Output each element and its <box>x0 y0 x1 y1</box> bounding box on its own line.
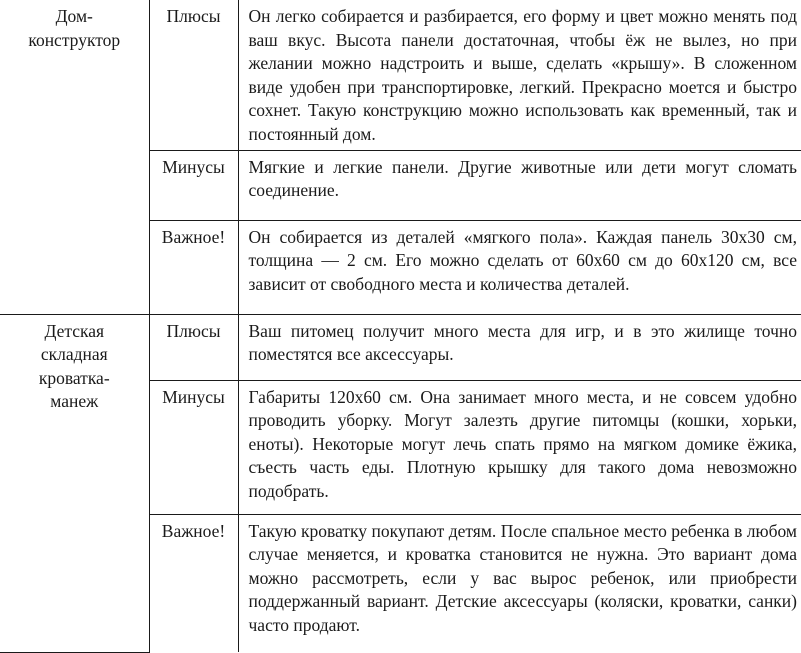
description-cell: Мягкие и легкие панели. Другие животные или дети могут сломать соединение. <box>238 150 801 220</box>
kind-label: Минусы <box>162 386 225 407</box>
kind-cell <box>149 380 238 514</box>
kind-cell <box>149 314 238 380</box>
house-name: Детская складная кроватка- манеж <box>38 320 110 411</box>
house-name-cell <box>0 314 149 652</box>
description-cell: Ваш питомец получит много места для игр, и в это жилище точно поместятся все аксессуары. <box>238 314 801 380</box>
kind-cell <box>149 0 238 150</box>
kind-label: Плюсы <box>166 6 221 26</box>
description-cell: Габариты 120x60 см. Она занимает много места, и не совсем удобно проводить уборку. Могут залезть другие питомцы (кошки, хорьки, еноты). Некоторые могут лечь спать прямо на мягком домике ёжика, съесть часть еды. Плотную крышку для такого дома невозможно подобрать. <box>238 380 801 514</box>
kind-label: Плюсы <box>166 320 221 341</box>
description-cell: Он собирается из деталей «мягкого пола». Каждая панель 30x30 см, толщина — 2 см. Его можно сделать от 60x60 см до 60x120 см, все зависит от свободного места и количества деталей. <box>238 220 801 314</box>
table-row <box>0 0 801 150</box>
table-row <box>0 314 801 380</box>
kind-cell <box>149 150 238 220</box>
kind-cell <box>149 220 238 314</box>
house-name-cell <box>0 0 149 314</box>
description-cell: Такую кроватку покупают детям. После спальное место ребенка в любом случае меняется, и кроватка становится не нужна. Это вариант дома можно рассмотреть, если у вас вырос ребенок, или приобрести поддержанный вариант. Детские аксессуары (коляски, кроватки, санки) часто продают. <box>238 514 801 652</box>
kind-label: Важное! <box>161 226 226 247</box>
kind-label: Минусы <box>162 156 225 177</box>
description-cell: Он легко собирается и разбирается, его форму и цвет можно менять под ваш вкус. Высота панели достаточная, чтобы ёж не вылез, но при желании можно надстроить и выше, сделать «крышу». В сложенном виде удобен при транспортировке, легкий. Прекрасно моется и быстро сохнет. Такую конструкцию можно использовать как временный, так и постоянный дом. <box>238 0 801 150</box>
kind-cell <box>149 514 238 652</box>
kind-label: Важное! <box>161 520 226 541</box>
house-name: Дом- конструктор <box>28 6 121 50</box>
